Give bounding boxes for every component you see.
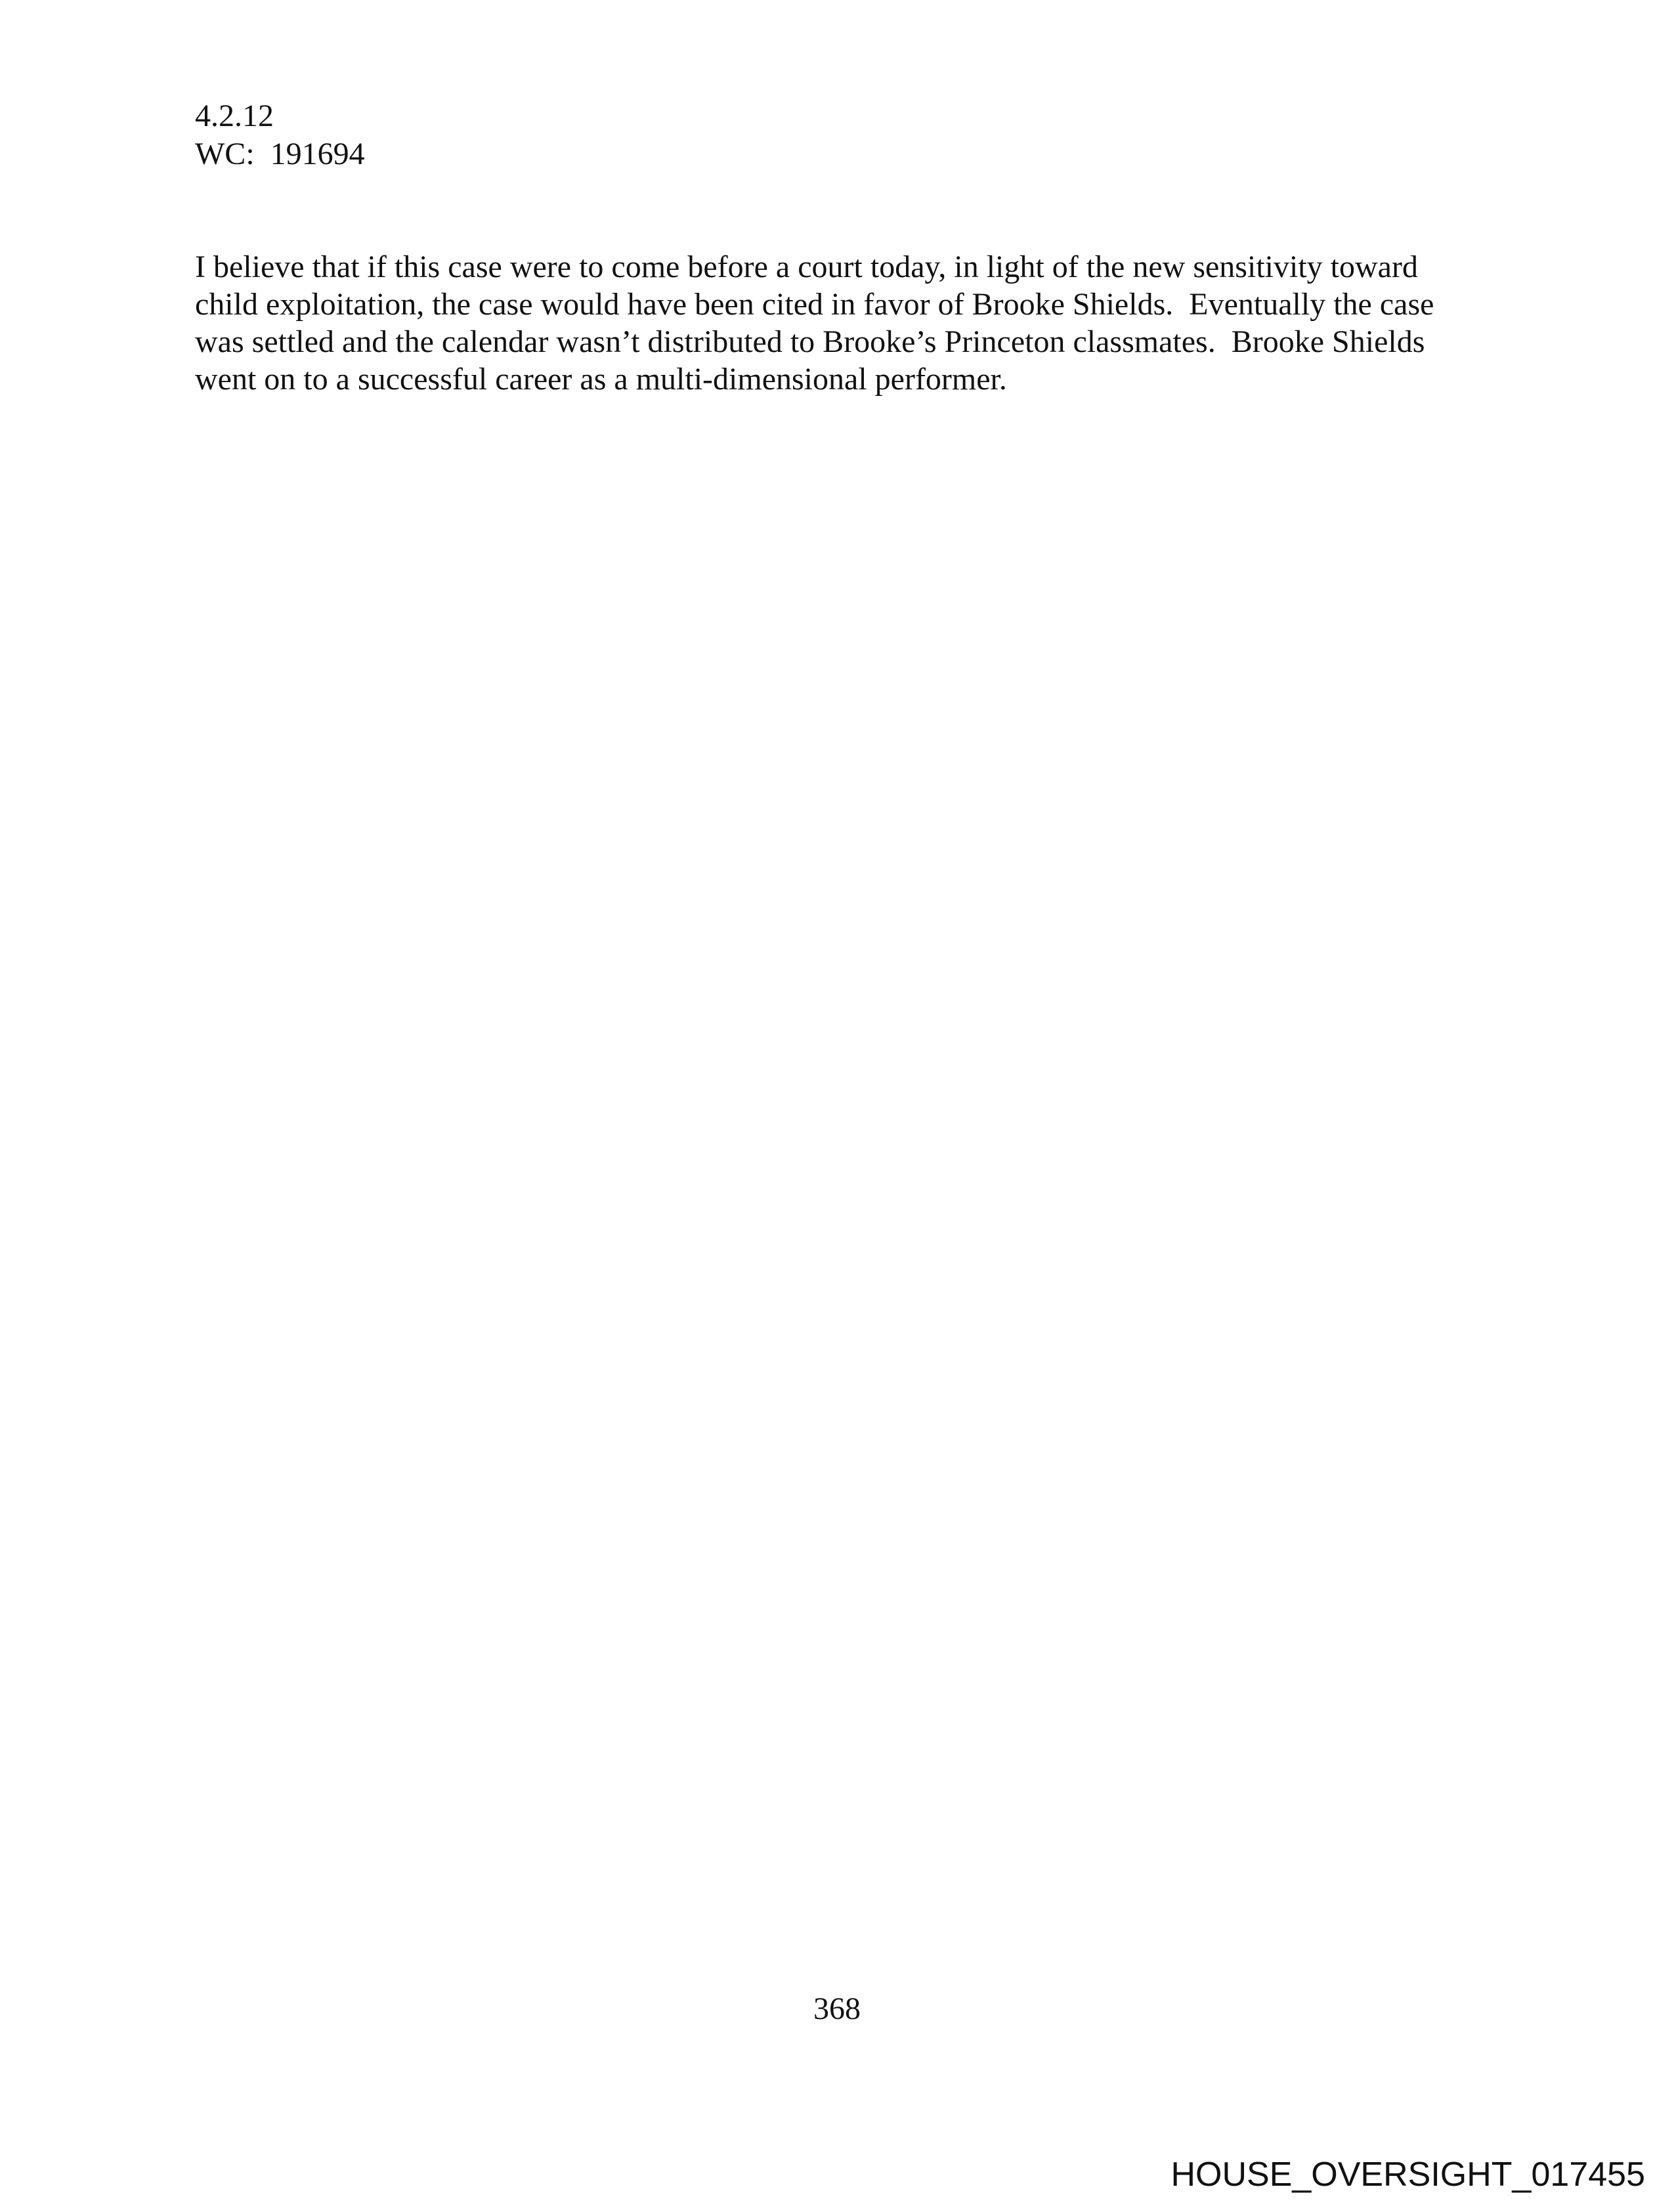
document-header xyxy=(195,97,365,173)
bates-stamp: HOUSE_OVERSIGHT_017455 xyxy=(1170,2156,1645,2194)
page-number: 368 xyxy=(813,1991,861,2026)
word-count: WC: 191694 xyxy=(195,137,365,171)
paragraph-line: went on to a successful career as a multi-dimensional performer. xyxy=(195,362,1007,397)
document-date: 4.2.12 xyxy=(195,98,274,133)
paragraph-line: child exploitation, the case would have been cited in favor of Brooke Shields. Eventually the case xyxy=(195,287,1434,322)
paragraph-line: I believe that if this case were to come before a court today, in light of the new sensitivity toward xyxy=(195,249,1418,284)
body-paragraph xyxy=(195,248,1434,398)
paragraph-line: was settled and the calendar wasn’t distributed to Brooke’s Princeton classmates. Brooke Shields xyxy=(195,324,1425,359)
